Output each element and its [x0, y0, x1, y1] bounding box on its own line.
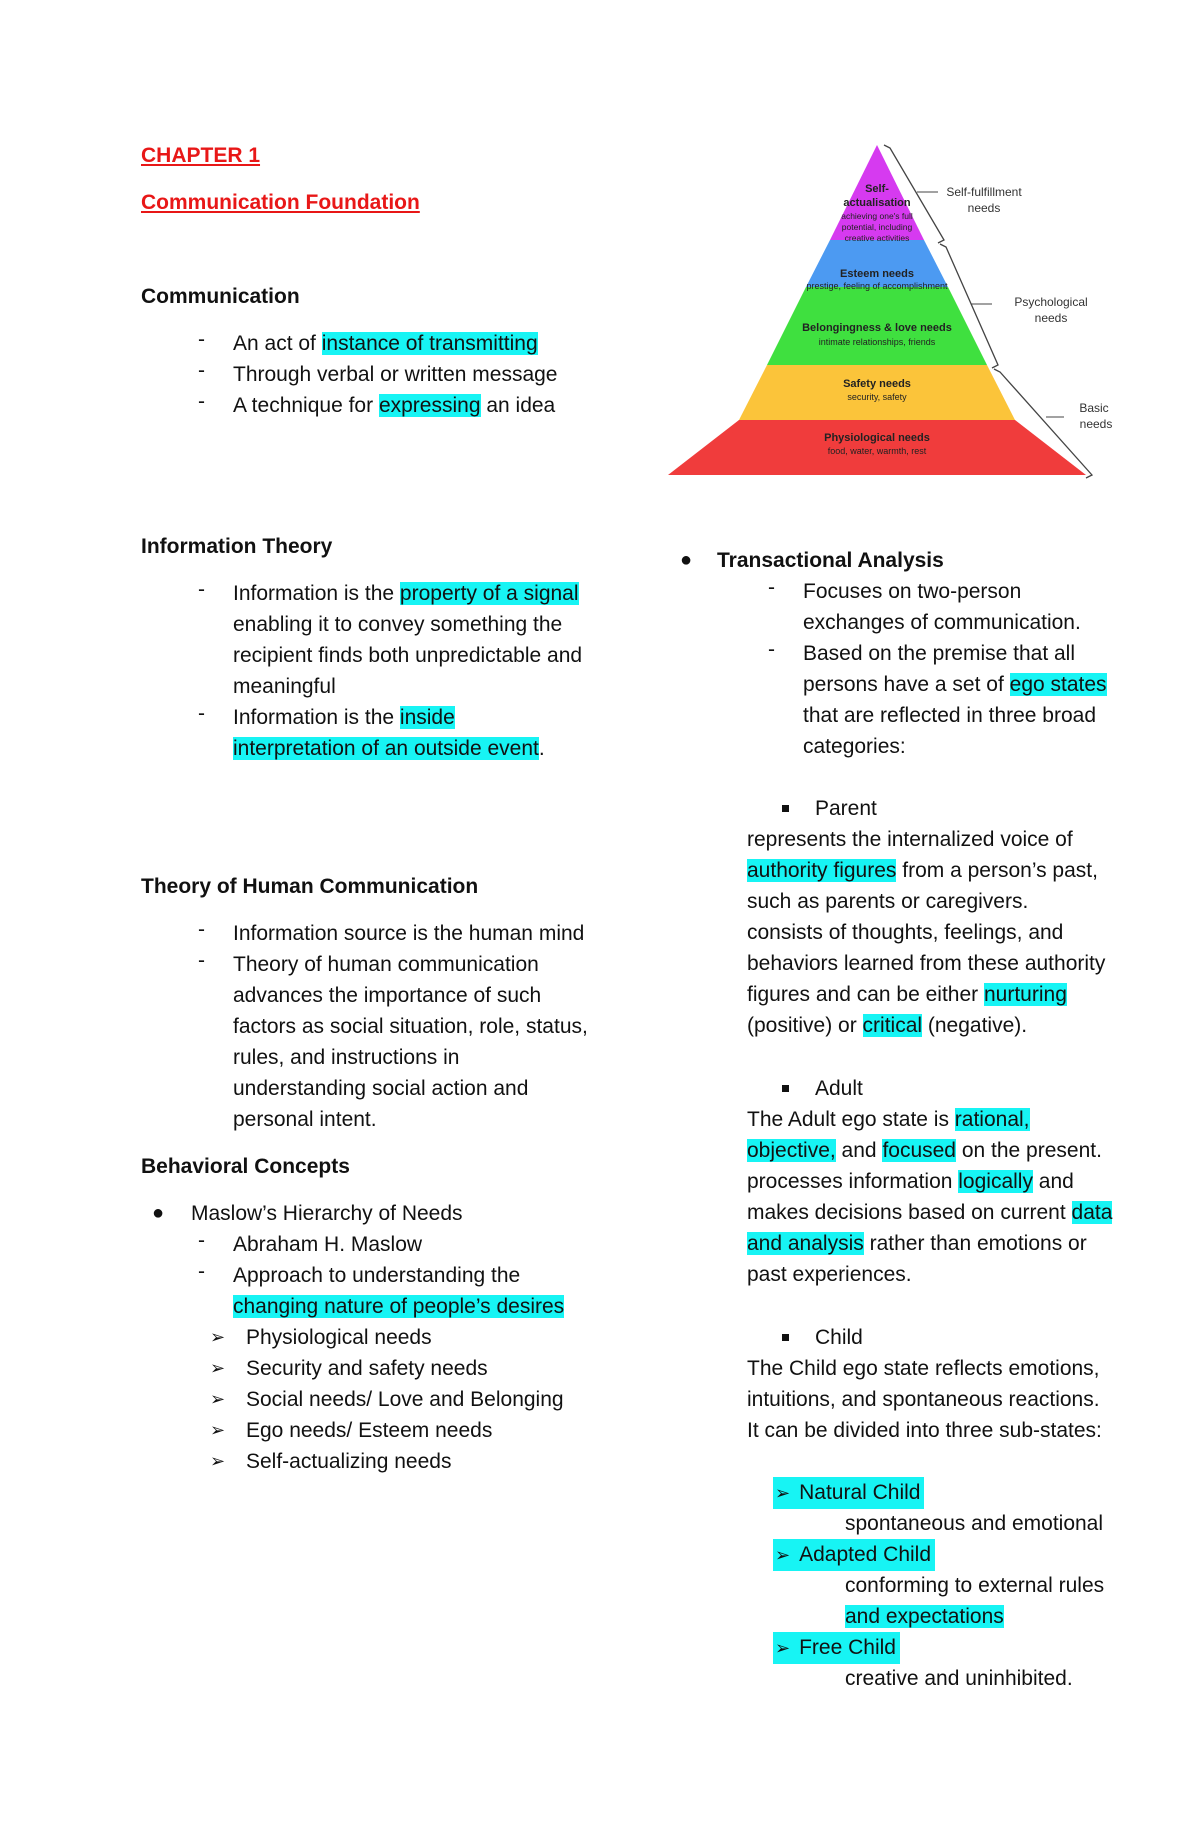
group-label: needs: [1034, 311, 1068, 325]
list-item: Social needs/ Love and Belonging: [246, 1388, 564, 1411]
list-item-continuation: [233, 733, 545, 764]
text-segment: (negative).: [922, 1014, 1028, 1037]
text-segment: A technique for: [233, 394, 379, 417]
list-item-continuation: rules, and instructions in: [233, 1046, 460, 1069]
highlighted-text: critical: [862, 1014, 923, 1037]
highlighted-text: changing nature of people’s desires: [233, 1295, 565, 1318]
text-segment: Information is the: [233, 706, 400, 729]
list-item: [233, 702, 455, 733]
list-item: Focuses on two-person: [803, 580, 1022, 603]
paragraph-line: behaviors learned from these authority: [747, 952, 1106, 975]
paragraph-line: [747, 1104, 1030, 1135]
group-label: Basic: [1079, 401, 1109, 415]
paragraph-line: [747, 1135, 1102, 1166]
arrow-bullet-icon: ➢: [210, 1358, 226, 1378]
highlighted-text: objective,: [747, 1139, 836, 1162]
dash-bullet: -: [198, 1229, 205, 1252]
paragraph-line: [747, 1197, 1112, 1228]
list-item: Approach to understanding the: [233, 1264, 521, 1287]
list-item: Physiological needs: [246, 1326, 432, 1349]
dash-bullet: -: [198, 328, 205, 351]
paragraph-line: It can be divided into three sub-states:: [747, 1419, 1102, 1442]
text-segment: An act of: [233, 332, 322, 355]
text-segment: The Adult ego state is: [747, 1108, 955, 1131]
list-item: Self-actualizing needs: [246, 1450, 452, 1473]
pyramid-desc: achieving one's full: [841, 211, 913, 221]
text-segment: an idea: [480, 394, 556, 417]
highlighted-text: authority figures: [747, 859, 897, 882]
list-item-continuation: recipient finds both unpredictable and: [233, 644, 583, 667]
highlighted-text: and analysis: [747, 1232, 864, 1255]
dash-bullet: -: [198, 578, 205, 601]
group-label: needs: [967, 201, 1001, 215]
highlighted-text: inside: [399, 706, 455, 729]
highlighted-text: interpretation of an outside event: [233, 737, 539, 760]
list-item-continuation: personal intent.: [233, 1108, 377, 1131]
sub-state-free-child: [773, 1632, 900, 1664]
text-segment: figures and can be either: [747, 983, 984, 1006]
maslow-pyramid-diagram: [668, 140, 1128, 480]
highlighted-text: and expectations: [845, 1605, 1004, 1628]
list-item: Based on the premise that all: [803, 642, 1075, 665]
list-item-continuation: meaningful: [233, 675, 336, 698]
round-bullet-icon: ●: [680, 549, 693, 571]
highlighted-text: ego states: [1009, 673, 1107, 696]
paragraph-line: [747, 1228, 1087, 1259]
arrow-bullet-icon: ➢: [210, 1389, 226, 1409]
list-item-continuation: enabling it to convey something the: [233, 613, 563, 636]
highlighted-text: expressing: [378, 394, 481, 417]
pyramid-desc: intimate relationships, friends: [818, 337, 936, 347]
chapter-subtitle: Communication Foundation: [141, 191, 420, 214]
dash-bullet: -: [198, 359, 205, 382]
dash-bullet: -: [768, 576, 775, 599]
paragraph-line: past experiences.: [747, 1263, 912, 1286]
square-bullet-icon: [782, 1334, 789, 1341]
pyramid-desc: potential, including: [841, 222, 913, 232]
list-item-continuation: [233, 1291, 564, 1322]
highlighted-text: instance of transmitting: [321, 332, 538, 355]
text-segment: (positive) or: [747, 1014, 863, 1037]
section-heading-behavioral-concepts: Behavioral Concepts: [141, 1155, 350, 1178]
text-segment: from a person’s past,: [896, 859, 1098, 882]
list-item-continuation: understanding social action and: [233, 1077, 529, 1100]
chapter-title: CHAPTER 1: [141, 144, 261, 167]
sub-state-label: Natural Child: [799, 1481, 921, 1504]
text-segment: and: [1032, 1170, 1074, 1193]
paragraph-line: The Child ego state reflects emotions,: [747, 1357, 1100, 1380]
pyramid-desc: food, water, warmth, rest: [827, 446, 927, 456]
dash-bullet: -: [198, 702, 205, 725]
list-item: Through verbal or written message: [233, 363, 558, 386]
ego-state-label-adult: Adult: [815, 1077, 863, 1100]
paragraph-line: [747, 855, 1098, 886]
sub-state-adapted-child: [773, 1539, 935, 1571]
ego-state-label-child: Child: [815, 1326, 863, 1349]
highlighted-text: focused: [882, 1139, 956, 1162]
group-label: Psychological: [1014, 295, 1088, 309]
pyramid-desc: security, safety: [847, 392, 907, 402]
group-label: needs: [1079, 417, 1113, 431]
paragraph-line: represents the internalized voice of: [747, 828, 1073, 851]
list-item: Abraham H. Maslow: [233, 1233, 423, 1256]
list-item-continuation: categories:: [803, 735, 906, 758]
arrow-bullet-icon: ➢: [775, 1545, 791, 1565]
paragraph-line: [747, 979, 1067, 1010]
dash-bullet: -: [768, 638, 775, 661]
section-heading-communication: Communication: [141, 285, 300, 308]
ego-state-label-parent: Parent: [815, 797, 877, 820]
sub-state-natural-child: [773, 1477, 924, 1509]
section-heading-information-theory: Information Theory: [141, 535, 333, 558]
arrow-bullet-icon: ➢: [775, 1638, 791, 1658]
paragraph-line: [747, 1166, 1074, 1197]
text-segment: processes information: [747, 1170, 959, 1193]
sub-state-label: Free Child: [799, 1636, 896, 1659]
list-item: [233, 578, 579, 609]
text-segment: on the present.: [956, 1139, 1102, 1162]
paragraph-line: [747, 1010, 1027, 1041]
dash-bullet: -: [198, 1260, 205, 1283]
list-item-continuation: that are reflected in three broad: [803, 704, 1097, 727]
highlighted-text: data: [1071, 1201, 1113, 1224]
sub-state-description: spontaneous and emotional: [845, 1512, 1104, 1535]
section-heading-transactional-analysis: Transactional Analysis: [717, 549, 944, 572]
arrow-bullet-icon: ➢: [775, 1483, 791, 1503]
dash-bullet: -: [198, 918, 205, 941]
section-heading-human-communication: Theory of Human Communication: [141, 875, 479, 898]
pyramid-title: Safety needs: [843, 378, 911, 390]
text-segment: and: [835, 1139, 883, 1162]
highlighted-text: nurturing: [984, 983, 1067, 1006]
pyramid-title: actualisation: [843, 197, 911, 209]
list-item: Ego needs/ Esteem needs: [246, 1419, 493, 1442]
list-item: Information source is the human mind: [233, 922, 585, 945]
text-segment: .: [538, 737, 545, 760]
sub-state-label: Adapted Child: [799, 1543, 932, 1566]
list-item: [233, 328, 538, 359]
square-bullet-icon: [782, 805, 789, 812]
pyramid-desc: creative activities: [844, 233, 910, 243]
sub-state-description: creative and uninhibited.: [845, 1667, 1073, 1690]
highlighted-text: logically: [958, 1170, 1033, 1193]
pyramid-title: Belongingness & love needs: [802, 322, 952, 334]
paragraph-line: intuitions, and spontaneous reactions.: [747, 1388, 1100, 1411]
paragraph-line: such as parents or caregivers.: [747, 890, 1029, 913]
sub-state-description: [845, 1601, 1004, 1632]
paragraph-line: consists of thoughts, feelings, and: [747, 921, 1064, 944]
text-segment: makes decisions based on current: [747, 1201, 1072, 1224]
list-item-continuation: [803, 669, 1107, 700]
list-item: [233, 390, 555, 421]
pyramid-title: Self-: [865, 183, 889, 195]
arrow-bullet-icon: ➢: [210, 1327, 226, 1347]
dash-bullet: -: [198, 390, 205, 413]
square-bullet-icon: [782, 1085, 789, 1092]
arrow-bullet-icon: ➢: [210, 1420, 226, 1440]
list-item-continuation: exchanges of communication.: [803, 611, 1081, 634]
group-label: Self-fulfillment: [946, 185, 1022, 199]
list-item: Security and safety needs: [246, 1357, 488, 1380]
highlighted-text: property of a signal: [399, 582, 579, 605]
sub-state-description: conforming to external rules: [845, 1574, 1105, 1597]
text-segment: rather than emotions or: [863, 1232, 1087, 1255]
arrow-bullet-icon: ➢: [210, 1451, 226, 1471]
list-item-continuation: advances the importance of such: [233, 984, 542, 1007]
pyramid-title: Esteem needs: [840, 268, 914, 280]
highlighted-text: rational,: [954, 1108, 1030, 1131]
text-segment: Information is the: [233, 582, 400, 605]
text-segment: persons have a set of: [803, 673, 1010, 696]
pyramid-desc: prestige, feeling of accomplishment: [806, 281, 948, 291]
list-item-continuation: factors as social situation, role, status,: [233, 1015, 588, 1038]
dash-bullet: -: [198, 949, 205, 972]
round-bullet-icon: ●: [152, 1202, 165, 1224]
list-item: Theory of human communication: [233, 953, 539, 976]
list-item: Maslow’s Hierarchy of Needs: [191, 1202, 463, 1225]
pyramid-title: Physiological needs: [824, 432, 930, 444]
